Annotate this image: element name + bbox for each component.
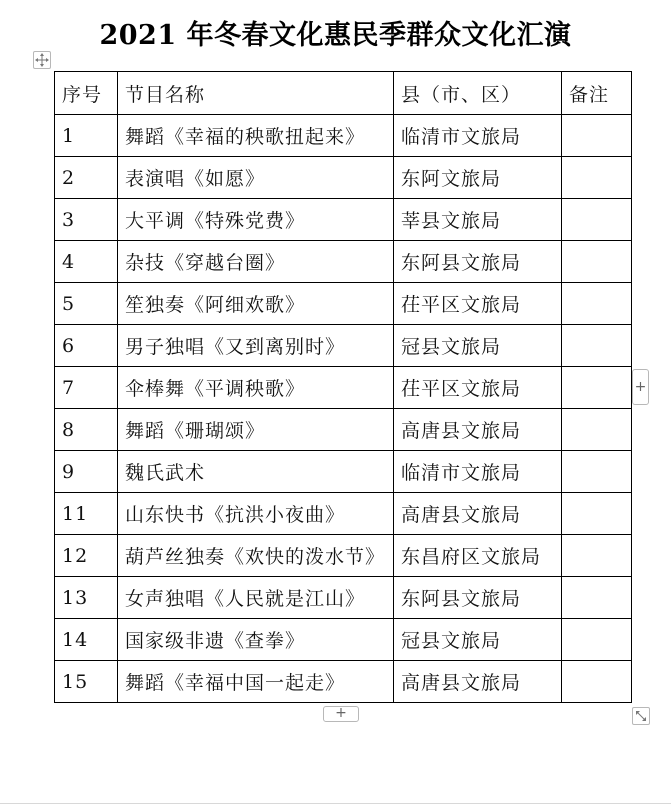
cell-program-name[interactable]: 葫芦丝独奏《欢快的泼水节》 — [118, 535, 394, 577]
table-row — [55, 619, 632, 661]
cell-program-name[interactable]: 男子独唱《又到离别时》 — [118, 325, 394, 367]
cell-program-name[interactable]: 笙独奏《阿细欢歌》 — [118, 283, 394, 325]
cell-no[interactable]: 14 — [55, 619, 118, 661]
document-title: 2021 年冬春文化惠民季群众文化汇演 — [99, 20, 572, 51]
plus-icon: + — [335, 705, 347, 721]
cell-county[interactable]: 临清市文旅局 — [394, 451, 562, 493]
table-resize-handle[interactable] — [632, 707, 650, 725]
cell-county[interactable]: 东阿文旅局 — [394, 157, 562, 199]
cell-program-name[interactable]: 伞棒舞《平调秧歌》 — [118, 367, 394, 409]
cell-county[interactable]: 高唐县文旅局 — [394, 409, 562, 451]
cell-note[interactable] — [562, 661, 632, 703]
cell-program-name[interactable]: 舞蹈《幸福的秧歌扭起来》 — [118, 115, 394, 157]
cell-county[interactable]: 莘县文旅局 — [394, 199, 562, 241]
move-arrows-icon — [34, 52, 50, 68]
table-row — [55, 661, 632, 703]
cell-no[interactable]: 2 — [55, 157, 118, 199]
cell-note[interactable] — [562, 115, 632, 157]
add-column-button[interactable] — [632, 369, 649, 405]
table-move-handle[interactable] — [33, 51, 51, 69]
cell-no[interactable]: 1 — [55, 115, 118, 157]
table-row — [55, 493, 632, 535]
cell-county[interactable]: 高唐县文旅局 — [394, 661, 562, 703]
table-row — [55, 535, 632, 577]
cell-note[interactable] — [562, 451, 632, 493]
cell-program-name[interactable]: 山东快书《抗洪小夜曲》 — [118, 493, 394, 535]
cell-no[interactable]: 15 — [55, 661, 118, 703]
cell-no[interactable]: 5 — [55, 283, 118, 325]
cell-no[interactable]: 8 — [55, 409, 118, 451]
cell-note[interactable] — [562, 535, 632, 577]
cell-county[interactable]: 茌平区文旅局 — [394, 367, 562, 409]
table-row — [55, 157, 632, 199]
cell-program-name[interactable]: 国家级非遗《查拳》 — [118, 619, 394, 661]
cell-program-name[interactable]: 舞蹈《珊瑚颂》 — [118, 409, 394, 451]
cell-no[interactable]: 11 — [55, 493, 118, 535]
table-row — [55, 451, 632, 493]
cell-program-name[interactable]: 女声独唱《人民就是江山》 — [118, 577, 394, 619]
page-bottom-divider — [0, 803, 671, 804]
header-no[interactable]: 序号 — [55, 72, 118, 115]
table-row — [55, 367, 632, 409]
cell-no[interactable]: 4 — [55, 241, 118, 283]
cell-program-name[interactable]: 大平调《特殊党费》 — [118, 199, 394, 241]
cell-no[interactable]: 13 — [55, 577, 118, 619]
cell-program-name[interactable]: 表演唱《如愿》 — [118, 157, 394, 199]
cell-program-name[interactable]: 魏氏武术 — [118, 451, 394, 493]
cell-program-name[interactable]: 舞蹈《幸福中国一起走》 — [118, 661, 394, 703]
cell-county[interactable]: 临清市文旅局 — [394, 115, 562, 157]
header-county[interactable]: 县（市、区） — [394, 72, 562, 115]
program-table — [54, 71, 632, 703]
cell-county[interactable]: 东昌府区文旅局 — [394, 535, 562, 577]
cell-county[interactable]: 冠县文旅局 — [394, 619, 562, 661]
cell-note[interactable] — [562, 283, 632, 325]
table-row — [55, 241, 632, 283]
table-header-row — [55, 72, 632, 115]
cell-note[interactable] — [562, 619, 632, 661]
table-row — [55, 199, 632, 241]
table-row — [55, 409, 632, 451]
cell-note[interactable] — [562, 367, 632, 409]
plus-icon: + — [634, 379, 647, 395]
resize-diagonal-icon — [633, 708, 649, 724]
cell-note[interactable] — [562, 241, 632, 283]
cell-note[interactable] — [562, 325, 632, 367]
cell-county[interactable]: 冠县文旅局 — [394, 325, 562, 367]
cell-no[interactable]: 12 — [55, 535, 118, 577]
cell-no[interactable]: 9 — [55, 451, 118, 493]
cell-program-name[interactable]: 杂技《穿越台圈》 — [118, 241, 394, 283]
header-note[interactable]: 备注 — [562, 72, 632, 115]
table-row — [55, 577, 632, 619]
cell-note[interactable] — [562, 157, 632, 199]
cell-no[interactable]: 6 — [55, 325, 118, 367]
cell-note[interactable] — [562, 493, 632, 535]
cell-no[interactable]: 3 — [55, 199, 118, 241]
cell-note[interactable] — [562, 409, 632, 451]
table-row — [55, 115, 632, 157]
cell-county[interactable]: 东阿县文旅局 — [394, 577, 562, 619]
cell-note[interactable] — [562, 577, 632, 619]
table-row — [55, 325, 632, 367]
cell-note[interactable] — [562, 199, 632, 241]
table-row — [55, 283, 632, 325]
cell-county[interactable]: 高唐县文旅局 — [394, 493, 562, 535]
add-row-button[interactable] — [323, 706, 359, 722]
cell-no[interactable]: 7 — [55, 367, 118, 409]
header-program-name[interactable]: 节目名称 — [118, 72, 394, 115]
cell-county[interactable]: 东阿县文旅局 — [394, 241, 562, 283]
cell-county[interactable]: 茌平区文旅局 — [394, 283, 562, 325]
